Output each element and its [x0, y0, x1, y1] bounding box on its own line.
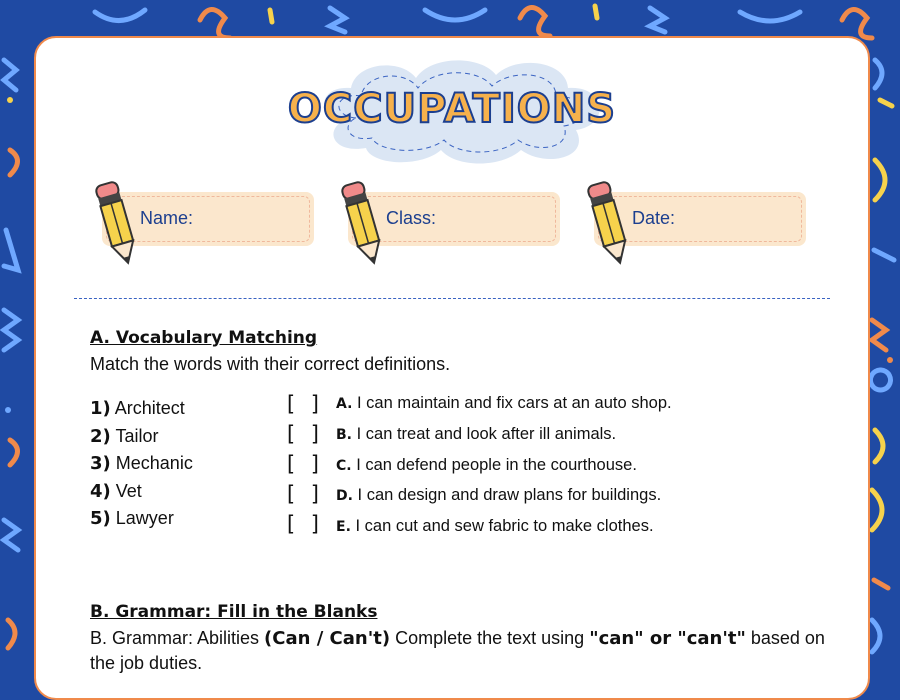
word-item: [90, 398, 185, 419]
answer-bracket[interactable]: [ ]: [284, 482, 322, 506]
section-divider: [74, 298, 830, 299]
word-text: Architect: [114, 398, 185, 418]
section-b-instruction: [90, 626, 850, 676]
answer-bracket[interactable]: [ ]: [284, 422, 322, 446]
section-a-instruction: Match the words with their correct definitions.: [90, 354, 451, 374]
class-label: Class:: [386, 208, 437, 228]
definition-item: [336, 425, 616, 444]
word-item: [90, 426, 158, 447]
definition-text: I can design and draw plans for buildings.: [357, 486, 662, 504]
name-label: Name:: [140, 208, 194, 228]
date-label: Date:: [632, 208, 676, 228]
word-item: [90, 481, 142, 502]
definition-letter: C.: [336, 458, 352, 474]
definition-text: I can cut and sew fabric to make clothes.: [355, 517, 654, 535]
section-b-bold-options: "can" or "can't": [589, 628, 746, 649]
pencil-icon: [90, 178, 146, 270]
section-b-bold-can: (Can / Can't): [264, 628, 391, 649]
pencil-icon: [582, 178, 638, 270]
word-text: Tailor: [115, 426, 159, 446]
definition-text: I can defend people in the courthouse.: [356, 456, 637, 474]
section-b-intro: B. Grammar: Abilities: [90, 628, 265, 648]
word-number: 1): [90, 398, 111, 419]
word-item: [90, 508, 174, 529]
definition-text: I can treat and look after ill animals.: [356, 425, 617, 443]
word-item: [90, 453, 193, 474]
answer-bracket[interactable]: [ ]: [284, 512, 322, 536]
definition-text: I can maintain and fix cars at an auto shop.: [357, 394, 672, 412]
page-title: OCCUPATIONS: [287, 86, 617, 132]
definition-letter: E.: [336, 519, 351, 535]
definition-letter: A.: [336, 396, 353, 412]
definition-letter: B.: [336, 427, 352, 443]
section-a-title: A. Vocabulary Matching: [90, 328, 318, 348]
pencil-icon: [336, 178, 392, 270]
definition-item: [336, 486, 661, 505]
definition-item: [336, 517, 654, 536]
definition-item: [336, 456, 637, 475]
word-text: Mechanic: [115, 453, 193, 473]
word-text: Lawyer: [115, 508, 174, 528]
answer-bracket[interactable]: [ ]: [284, 392, 322, 416]
section-b-mid: Complete the text using: [390, 628, 590, 648]
definition-item: [336, 394, 672, 413]
word-text: Vet: [115, 481, 142, 501]
definition-letter: D.: [336, 488, 353, 504]
word-number: 5): [90, 508, 111, 529]
answer-bracket[interactable]: [ ]: [284, 452, 322, 476]
word-number: 2): [90, 426, 111, 447]
section-b-title: B. Grammar: Fill in the Blanks: [90, 602, 378, 622]
word-number: 4): [90, 481, 111, 502]
worksheet: [34, 36, 870, 700]
word-number: 3): [90, 453, 111, 474]
section-b-end: based on the job duties.: [90, 628, 825, 673]
